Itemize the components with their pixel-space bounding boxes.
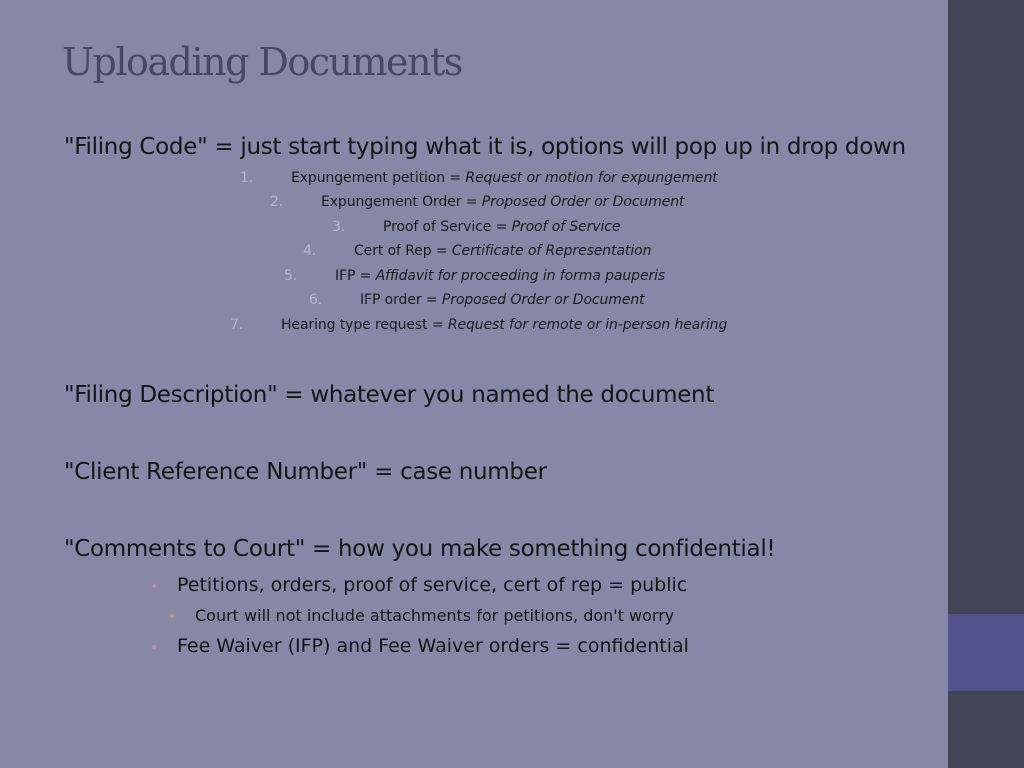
code-item-1: 1. Expungement petition = Request or motion for expungement xyxy=(240,170,718,186)
bullet-dot: • xyxy=(168,609,177,625)
bullet-dot: • xyxy=(150,640,159,656)
client-reference-line: "Client Reference Number" = case number xyxy=(64,459,547,485)
code-description: Proposed Order or Document xyxy=(441,292,645,308)
bullet-item-2 xyxy=(168,606,674,625)
list-number: 5. xyxy=(284,268,298,284)
code-description: Certificate of Representation xyxy=(451,243,652,259)
list-number: 6. xyxy=(309,292,323,308)
code-item-4: 4. Cert of Rep = Certificate of Representation xyxy=(303,243,652,259)
code-item-7: 7. Hearing type request = Request for remote or in-person hearing xyxy=(230,317,728,333)
bullet-item-3 xyxy=(150,635,689,657)
code-item-2: 2. Expungement Order = Proposed Order or Document xyxy=(270,194,685,210)
list-number: 7. xyxy=(230,317,244,333)
filing-code-line: "Filing Code" = just start typing what it is, options will pop up in drop down xyxy=(64,134,906,160)
code-item-6: 6. IFP order = Proposed Order or Document xyxy=(309,292,645,308)
bullet-text: Fee Waiver (IFP) and Fee Waiver orders = confidential xyxy=(177,635,689,657)
code-description: Request or motion for expungement xyxy=(465,170,718,186)
bullet-dot: • xyxy=(150,579,159,595)
code-term: Expungement Order xyxy=(321,194,462,210)
list-number: 2. xyxy=(270,194,284,210)
code-term: Expungement petition xyxy=(291,170,446,186)
code-term: Proof of Service xyxy=(383,219,492,235)
code-description: Proposed Order or Document xyxy=(481,194,685,210)
code-item-5: 5. IFP = Affidavit for proceeding in forma pauperis xyxy=(284,268,666,284)
comments-to-court-line: "Comments to Court" = how you make something confidential! xyxy=(64,536,776,562)
list-number: 3. xyxy=(332,219,346,235)
code-term: Cert of Rep xyxy=(354,243,432,259)
slide-title: Uploading Documents xyxy=(62,40,462,84)
filing-description-line: "Filing Description" = whatever you named the document xyxy=(64,382,715,408)
accent-block xyxy=(948,614,1024,691)
code-description: Request for remote or in-person hearing xyxy=(447,317,728,333)
code-term: Hearing type request xyxy=(281,317,428,333)
list-number: 4. xyxy=(303,243,317,259)
code-term: IFP xyxy=(335,268,356,284)
code-term: IFP order xyxy=(360,292,422,308)
code-item-3: 3. Proof of Service = Proof of Service xyxy=(332,219,621,235)
bullet-item-1 xyxy=(150,574,687,596)
bullet-text: Court will not include attachments for petitions, don't worry xyxy=(195,606,675,625)
list-number: 1. xyxy=(240,170,254,186)
code-description: Proof of Service xyxy=(511,219,621,235)
code-description: Affidavit for proceeding in forma pauperis xyxy=(375,268,666,284)
bullet-text: Petitions, orders, proof of service, cert of rep = public xyxy=(177,574,688,596)
